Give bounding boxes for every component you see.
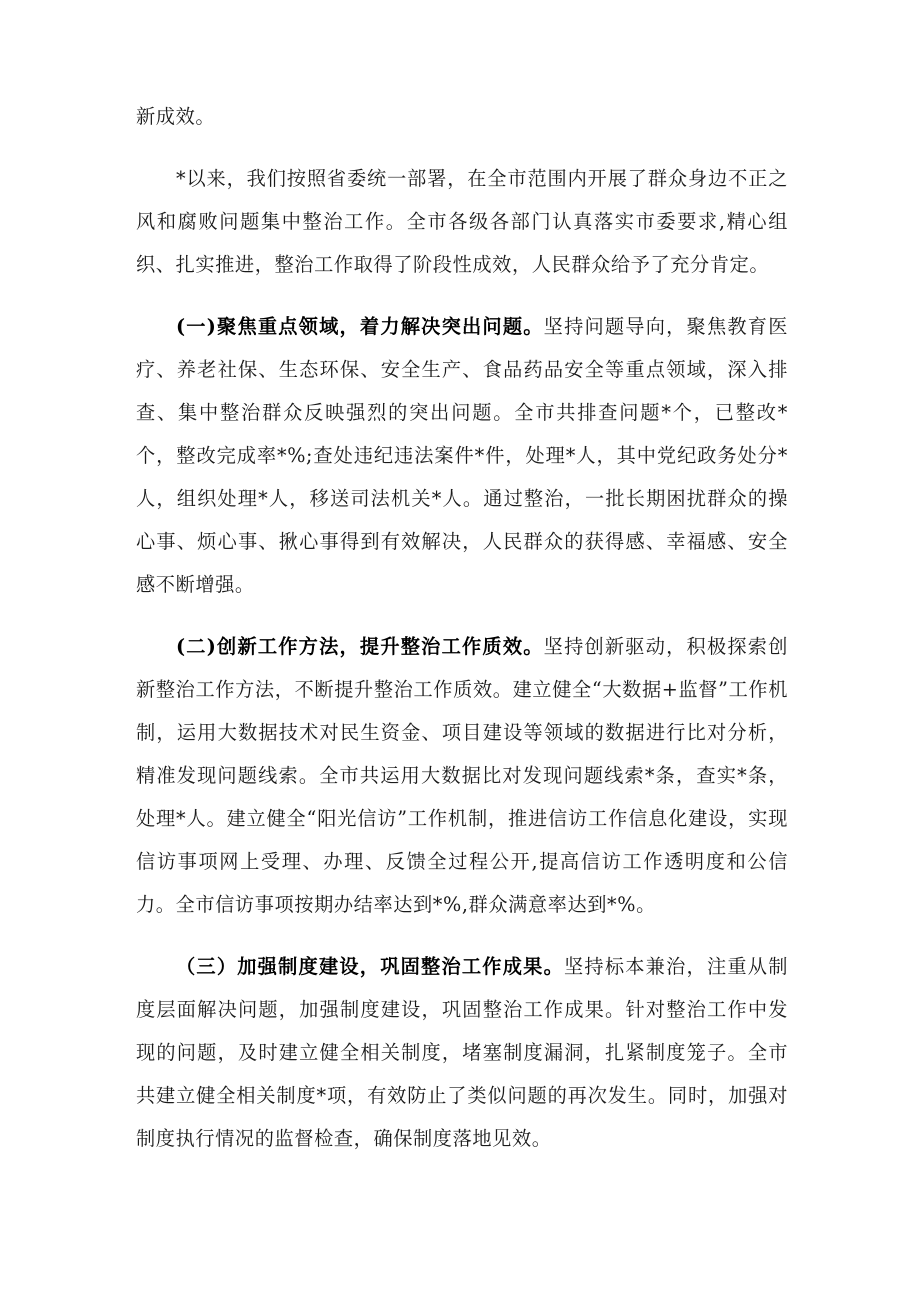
paragraph-section-1 — [136, 305, 788, 606]
paragraph-section-3 — [136, 945, 788, 1160]
paragraph-continuation — [136, 95, 788, 138]
paragraph-intro — [136, 157, 788, 286]
section-heading: (二)创新工作方法，提升整治工作质效。 — [176, 635, 544, 658]
paragraph-section-2 — [136, 625, 788, 926]
section-heading: (一)聚焦重点领域，着力解决突出问题。 — [176, 315, 544, 338]
document-page — [136, 95, 788, 1160]
paragraph-text: 新成效。 — [136, 105, 216, 128]
paragraph-text: 坚持标本兼治，注重从制度层面解决问题，加强制度建设，巩固整治工作成果。针对整治工作中发现的问题，及时建立健全相关制度，堵塞制度漏洞，扎紧制度笼子。全市共建立健全相关制度*项，有效防止了类似问题的再次发生。同时，加强对制度执行情况的监督检查，确保制度落地见效。 — [136, 955, 788, 1150]
paragraph-text: *以来，我们按照省委统一部署，在全市范围内开展了群众身边不正之风和腐败问题集中整治工作。全市各级各部门认真落实市委要求,精心组织、扎实推进，整治工作取得了阶段性成效，人民群众给予了充分肯定。 — [136, 167, 788, 276]
paragraph-text: 坚持问题导向，聚焦教育医疗、养老社保、生态环保、安全生产、食品药品安全等重点领域，深入排查、集中整治群众反映强烈的突出问题。全市共排查问题*个，已整改*个，整改完成率*%;查处违纪违法案件*件，处理*人，其中党纪政务处分*人，组织处理*人，移送司法机关*人。通过整治，一批长期困扰群众的操心事、烦心事、揪心事得到有效解决，人民群众的获得感、幸福感、安全感不断增强。 — [136, 315, 788, 596]
paragraph-text: 坚持创新驱动，积极探索创新整治工作方法，不断提升整治工作质效。建立健全“大数据+监督”工作机制，运用大数据技术对民生资金、项目建设等领域的数据进行比对分析，精准发现问题线索。全市共运用大数据比对发现问题线索*条，查实*条，处理*人。建立健全“阳光信访”工作机制，推进信访工作信息化建设，实现信访事项网上受理、办理、反馈全过程公开,提高信访工作透明度和公信力。全市信访事项按期办结率达到*%,群众满意率达到*%。 — [136, 635, 788, 916]
section-heading: （三）加强制度建设，巩固整治工作成果。 — [176, 955, 564, 978]
